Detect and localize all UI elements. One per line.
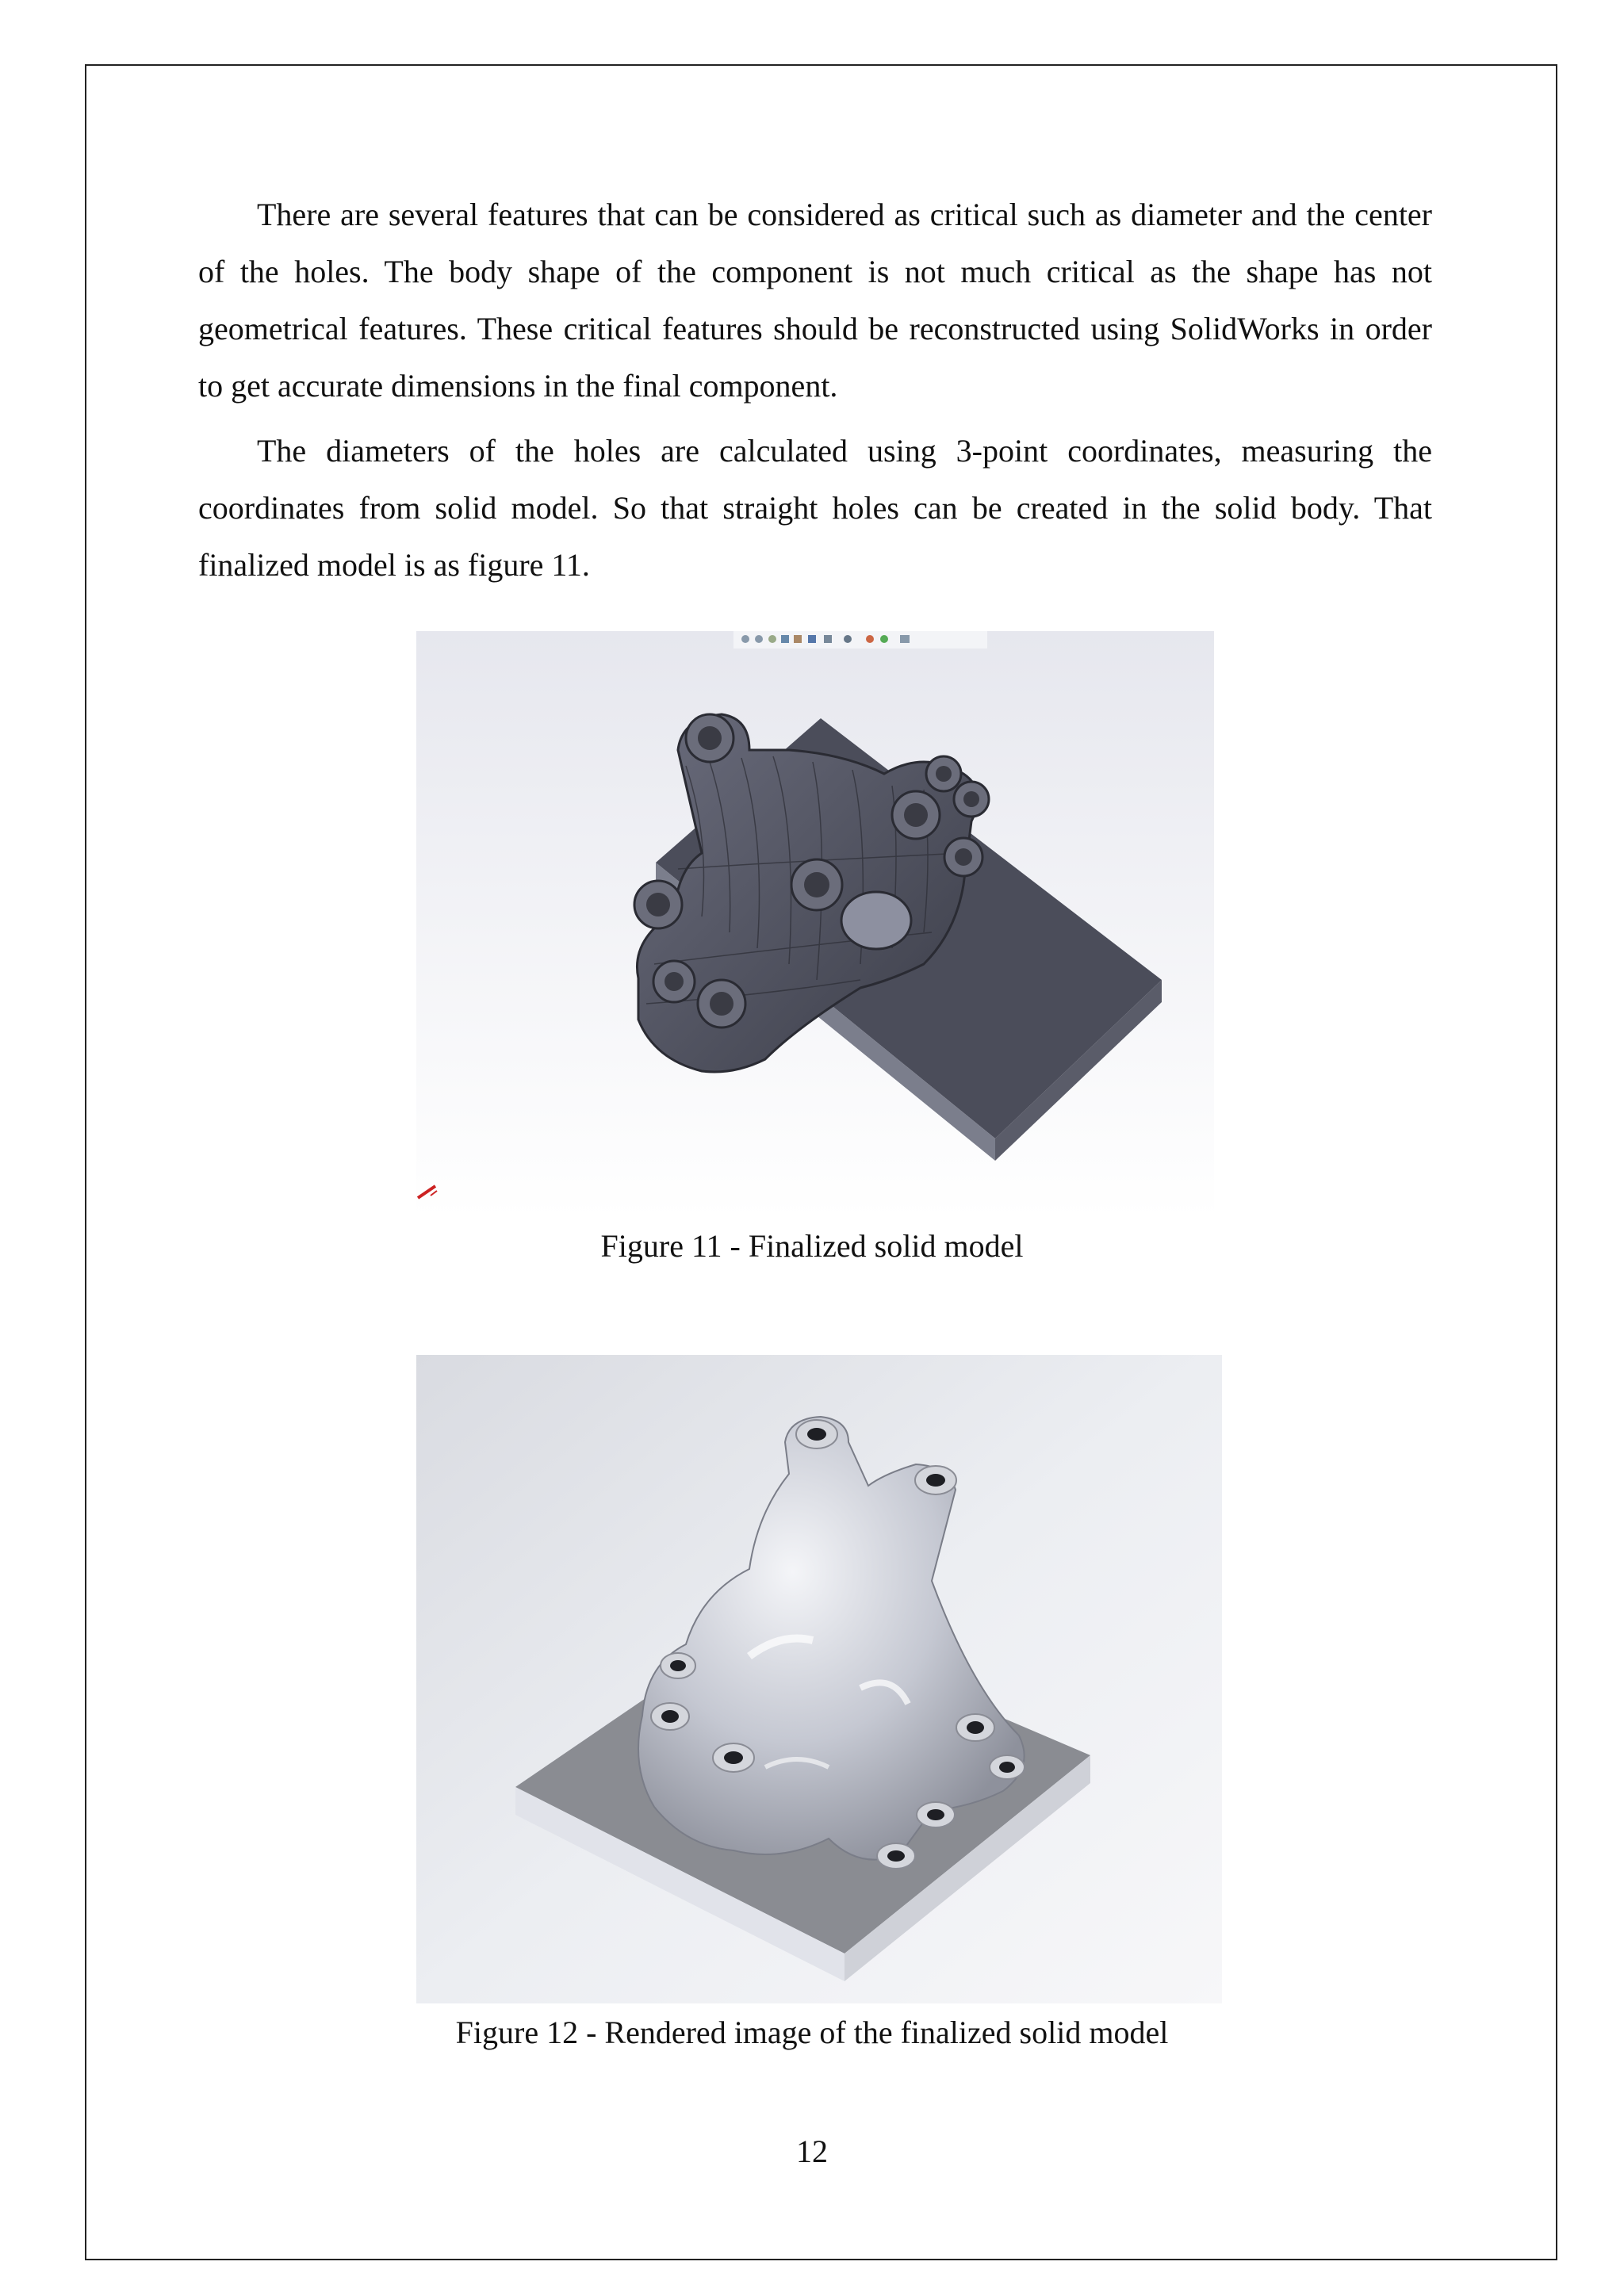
figure-11-caption: Figure 11 - Finalized solid model [600,1228,1024,1264]
paragraph-hole-diameters: The diameters of the holes are calculated using 3-point coordinates, measuring the coordinates from solid model. So that straight holes can be created in the solid body. That finalized model is as figure 11. [198,433,1432,583]
viewport-toolbar-icons [733,631,987,649]
figure-12-rendered-model [416,1355,1222,2003]
paragraph-critical-features: There are several features that can be considered as critical such as diameter and the center of the holes. The body shape of the component is not much critical as the shape has not geometrical features. These critical features should be reconstructed using SolidWorks in order to get accurate dimensions in the final component. [198,197,1432,404]
figure-11-solid-model [416,631,1214,1218]
page-number: 12 [796,2133,828,2169]
figure-12-caption: Figure 12 - Rendered image of the finalized solid model [455,2015,1169,2050]
